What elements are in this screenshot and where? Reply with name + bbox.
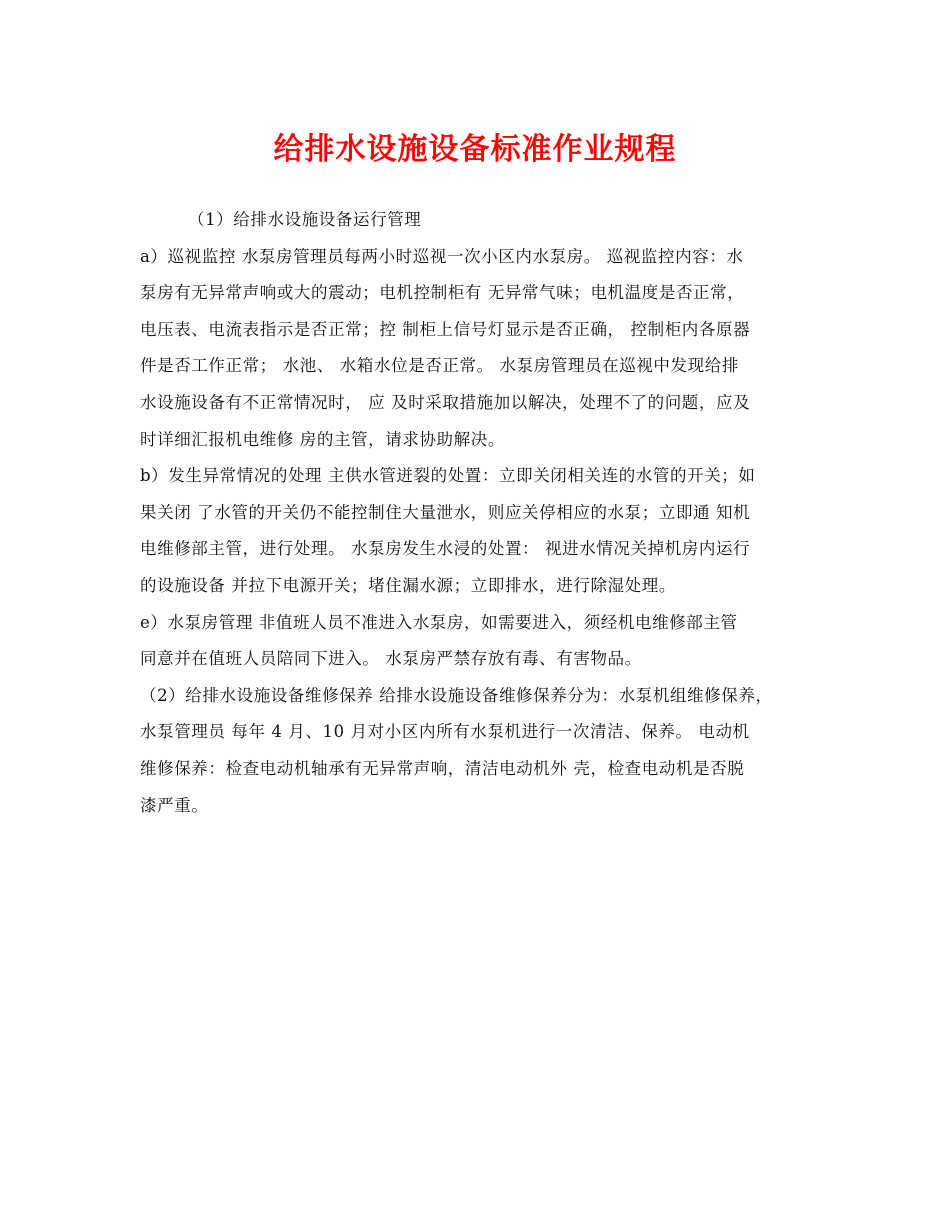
paragraph-line: 水设施设备有不正常情况时， 应 及时采取措施加以解决，处理不了的问题，应及	[140, 392, 751, 412]
paragraph-line: a）巡视监控 水泵房管理员每两小时巡视一次小区内水泵房。 巡视监控内容：水	[140, 246, 744, 266]
paragraph-line: 果关闭 了水管的开关仍不能控制住大量泄水，则应关停相应的水泵；立即通 知机	[140, 502, 751, 522]
paragraph-line: 电压表、电流表指示是否正常；控 制柜上信号灯显示是否正确， 控制柜内各原器	[140, 319, 751, 339]
section-heading-2: （2）给排水设施设备维修保养 给排水设施设备维修保养分为：水泵机组维修保养，	[140, 685, 773, 705]
section-heading-1: （1）给排水设施设备运行管理	[188, 210, 422, 229]
paragraph-line: 件是否工作正常； 水池、 水箱水位是否正常。 水泵房管理员在巡视中发现给排	[140, 356, 739, 376]
document-title: 给排水设施设备标准作业规程	[273, 132, 677, 167]
paragraph-line: 同意并在值班人员陪同下进入。 水泵房严禁存放有毒、有害物品。	[140, 649, 642, 669]
paragraph-line: 水泵管理员 每年 4 月、10 月对小区内所有水泵机进行一次清洁、保养。 电动机	[140, 722, 750, 742]
paragraph-line: 漆严重。	[140, 795, 209, 815]
paragraph-line: b）发生异常情况的处理 主供水管迸裂的处置：立即关闭相关连的水管的开关；如	[140, 466, 756, 486]
paragraph-line: 电维修部主管，进行处理。 水泵房发生水浸的处置： 视进水情况关掉机房内运行	[140, 539, 751, 559]
paragraph-line: 时详细汇报机电维修 房的主管，请求协助解决。	[140, 429, 505, 449]
paragraph-line: 的设施设备 并拉下电源开关；堵住漏水源；立即排水，进行除湿处理。	[140, 575, 676, 595]
paragraph-line: e）水泵房管理 非值班人员不准进入水泵房，如需要进入，须经机电维修部主管	[140, 612, 738, 632]
paragraph-line: 维修保养：检查电动机轴承有无异常声响，清洁电动机外 壳，检查电动机是否脱	[140, 758, 745, 778]
document-body	[140, 206, 816, 828]
paragraph-line: 泵房有无异常声响或大的震动；电机控制柜有 无异常气味；电机温度是否正常，	[140, 283, 745, 303]
